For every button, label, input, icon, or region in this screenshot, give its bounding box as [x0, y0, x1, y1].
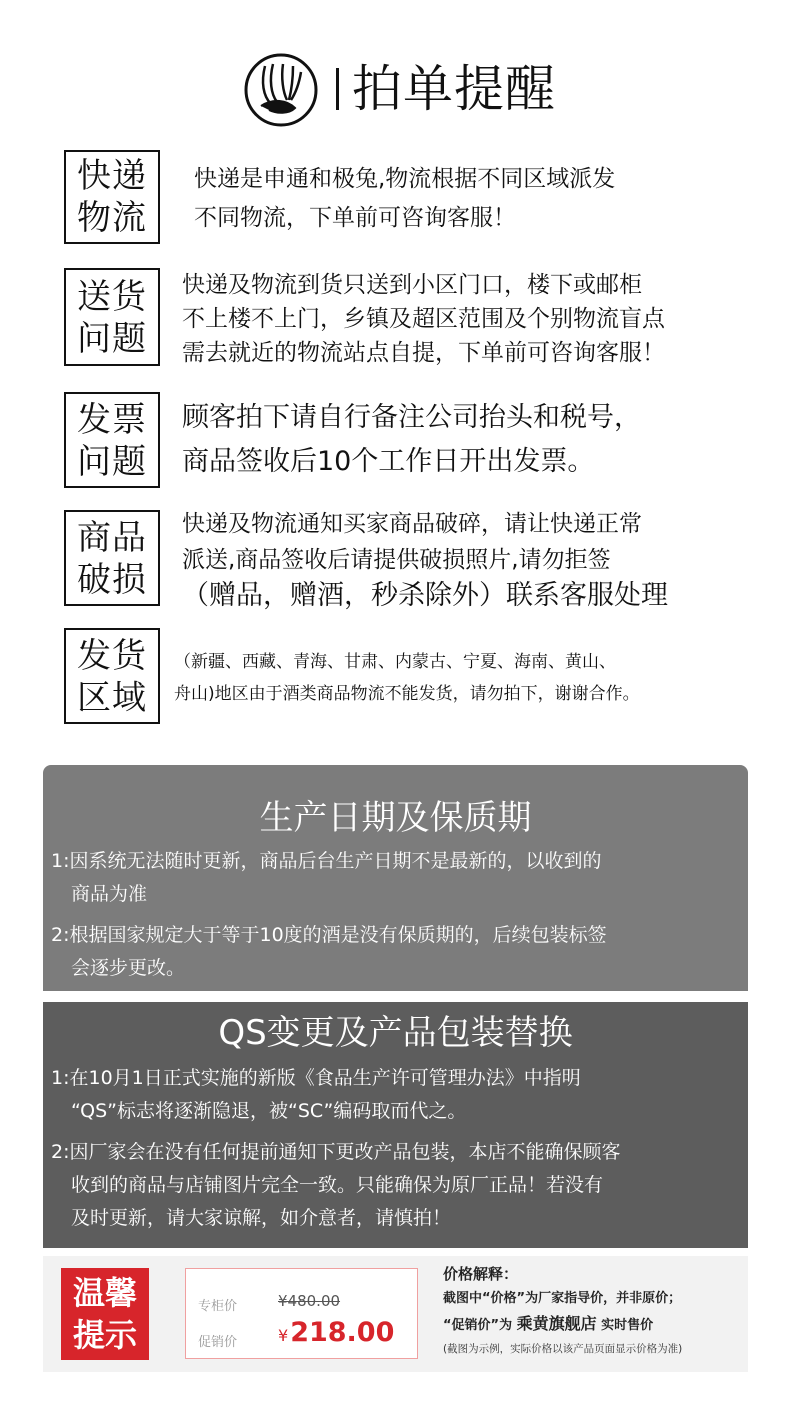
panel-item-line: 会逐步更改。: [71, 957, 186, 979]
notice-text: [174, 646, 640, 710]
page-header: [0, 48, 790, 128]
panel-item-line: 1:因系统无法随时更新，商品后台生产日期不是最新的，以收到的: [51, 850, 602, 872]
notice-line: （新疆、西藏、青海、甘肃、内蒙古、宁夏、海南、黄山、: [174, 652, 616, 672]
brand-logo-icon: [243, 52, 319, 128]
notice-tag: [64, 268, 160, 366]
panel-item: [51, 1062, 581, 1128]
explain-text: 实时售价: [596, 1318, 654, 1333]
original-price-label: 专柜价: [198, 1299, 238, 1314]
panel-item-line: “QS”标志将逐渐隐退，被“SC”编码取而代之。: [71, 1100, 467, 1122]
notice-tag: [64, 510, 160, 606]
panel-item-line: 2:根据国家规定大于等于10度的酒是没有保质期的，后续包装标签: [51, 924, 607, 946]
panel-title: QS变更及产品包装替换: [218, 1013, 573, 1053]
notice-line: 需去就近的物流站点自提，下单前可咨询客服！: [182, 340, 665, 366]
explain-note: (截图为示例，实际价格以该产品页面显示价格为准): [443, 1343, 683, 1355]
notice-tag: [64, 150, 160, 244]
tag-line: 物流: [77, 198, 147, 238]
notice-line: 不同物流，下单前可咨询客服！: [194, 205, 516, 231]
tip-line: 温馨: [72, 1274, 137, 1312]
notice-text: [182, 506, 668, 614]
tag-line: 快递: [77, 156, 147, 196]
notice-line: 舟山)地区由于酒类商品物流不能发货，请勿拍下，谢谢合作。: [174, 684, 640, 704]
explain-text: “促销价”为: [443, 1318, 517, 1333]
currency-symbol: ¥: [278, 1326, 289, 1345]
notice-tag: [64, 628, 160, 724]
notice-line: 商品签收后10个工作日开出发票。: [182, 446, 595, 477]
panel-item-line: 2:因厂家会在没有任何提前通知下更改产品包装，本店不能确保顾客: [51, 1141, 621, 1163]
price-example-box: [185, 1268, 418, 1359]
panel-item-line: 收到的商品与店铺图片完全一致。只能确保为原厂正品！若没有: [71, 1174, 604, 1196]
qs-change-panel: [43, 1002, 748, 1248]
notice-line: 顾客拍下请自行备注公司抬头和税号，: [182, 402, 641, 433]
header-divider: [336, 68, 339, 110]
notice-line: 派送,商品签收后请提供破损照片,请勿拒签: [182, 547, 611, 573]
panel-item-line: 1:在10月1日正式实施的新版《食品生产许可管理办法》中指明: [51, 1067, 581, 1089]
notice-line: 快递及物流到货只送到小区门口，楼下或邮柜: [182, 272, 642, 298]
notice-text: [194, 160, 615, 238]
tag-line: 破损: [77, 560, 147, 600]
sale-price-value: 218.00: [290, 1317, 395, 1348]
panel-item: [51, 919, 607, 985]
production-date-panel: [43, 765, 748, 991]
notice-line: （赠品，赠酒，秒杀除外）联系客服处理: [182, 580, 668, 611]
page-title: 拍单提醒: [352, 60, 556, 118]
warm-tip-badge: [61, 1268, 149, 1360]
explain-title: 价格解释：: [443, 1265, 519, 1283]
notice-line: 快递及物流通知买家商品破碎，请让快递正常: [182, 511, 642, 537]
panel-item-line: 商品为准: [71, 883, 148, 905]
notice-text: [182, 268, 665, 370]
tag-line: 问题: [77, 319, 147, 359]
original-price: ¥480.00: [278, 1292, 341, 1310]
panel-item-line: 及时更新，请大家谅解，如介意者，请慎拍！: [71, 1207, 452, 1229]
price-explanation: [443, 1262, 748, 1360]
tag-line: 发票: [77, 400, 147, 440]
panel-title: 生产日期及保质期: [259, 798, 532, 838]
tag-line: 发货: [77, 636, 147, 676]
panel-item: [51, 1136, 621, 1235]
tag-line: 问题: [77, 442, 147, 482]
notice-tag: [64, 392, 160, 488]
sale-price-label: 促销价: [198, 1335, 238, 1350]
store-name: 乘黄旗舰店: [516, 1314, 597, 1333]
notice-line: 不上楼不上门，乡镇及超区范围及个别物流盲点: [182, 306, 665, 332]
tag-line: 区域: [77, 678, 147, 718]
panel-item: [51, 845, 602, 911]
notice-text: [182, 396, 641, 484]
tip-line: 提示: [72, 1316, 137, 1354]
tag-line: 商品: [77, 518, 147, 558]
price-tip-bar: [43, 1256, 748, 1372]
notice-line: 快递是申通和极兔,物流根据不同区域派发: [194, 166, 616, 192]
sale-price: [278, 1317, 394, 1348]
explain-line: 截图中“价格”为厂家指导价，并非原价；: [443, 1291, 682, 1306]
explain-line: [443, 1311, 748, 1338]
tag-line: 送货: [77, 277, 147, 317]
